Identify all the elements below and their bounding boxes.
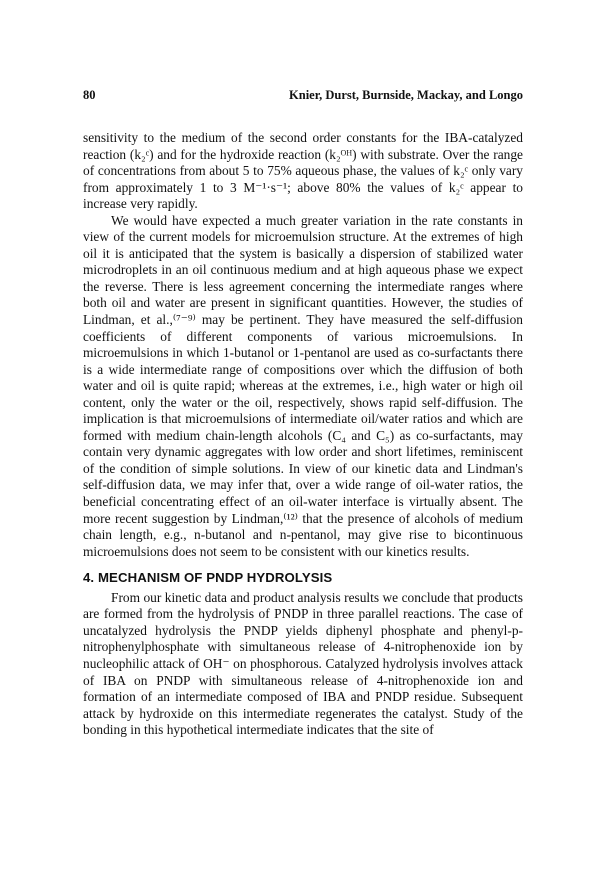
paragraph-1: sensitivity to the medium of the second order constants for the IBA-catalyzed reaction (k₂ᶜ) and for the hydroxide reaction (k₂ᴼᴴ) with substrate. Over the range of concentrations from about 5 to 75% aqueous phase, the values of k₂ᶜ only vary from approximately 1 to 3 M⁻¹·s⁻¹; above 80% the values of k₂ᶜ appear to increase very rapidly. (83, 130, 523, 212)
body-text (83, 130, 523, 739)
paragraph-2: We would have expected a much greater variation in the rate constants in view of the current models for microemulsion structure. At the extremes of high oil it is anticipated that the system is basically a dispersion of stabilized water microdroplets in an oil continuous medium and at high aqueous phase we expect the reverse. There is less agreement concerning the intermediate ranges where both oil and water are present in significant quantities. However, the studies of Lindman, et al.,⁽⁷⁻⁹⁾ may be pertinent. They have measured the self-diffusion coefficients of different components of various microemulsions. In microemulsions in which 1-butanol or 1-pentanol are used as co-surfactants there is a wide intermediate range of compositions over which the diffusion of both water and oil is quite rapid; whereas at the extremes, i.e., high water or high oil content, only the water or the oil, respectively, shows rapid self-diffusion. The implication is that microemulsions of intermediate oil/water ratios and which are formed with medium chain-length alcohols (C₄ and C₅) as co-surfactants, may contain very dynamic aggregates with low order and short lifetimes, reminiscent of the condition of simple solutions. In view of our kinetic data and Lindman's self-diffusion data, we may infer that, over a wide range of oil-water ratios, the beneficial concentrating effect of an oil-water interface is virtually absent. The more recent suggestion by Lindman,⁽¹²⁾ that the presence of alcohols of medium chain length, e.g., n-butanol and n-pentanol, may give rise to bicontinuous microemulsions does not seem to be consistent with our kinetics results. (83, 212, 523, 559)
section-heading: 4. MECHANISM OF PNDP HYDROLYSIS (83, 570, 333, 586)
page-number: 80 (83, 88, 96, 102)
running-head-authors: Knier, Durst, Burnside, Mackay, and Longo (289, 88, 523, 102)
section-paragraph: From our kinetic data and product analysis results we conclude that products are formed from the hydrolysis of PNDP in three parallel reactions. The case of uncatalyzed hydrolysis the PNDP yields diphenyl phosphate and phenyl-p-nitrophenylphosphate with simultaneous release of 4-nitrophenoxide ion by nucleophilic attack of OH⁻ on phosphorous. Catalyzed hydrolysis involves attack of IBA on PNDP with simultaneous release of 4-nitrophenoxide ion and formation of an intermediate composed of IBA and PNDP residue. Subsequent attack by hydroxide on this intermediate regenerates the catalyst. Study of the bonding in this hypothetical intermediate indicates that the site of (83, 589, 523, 738)
